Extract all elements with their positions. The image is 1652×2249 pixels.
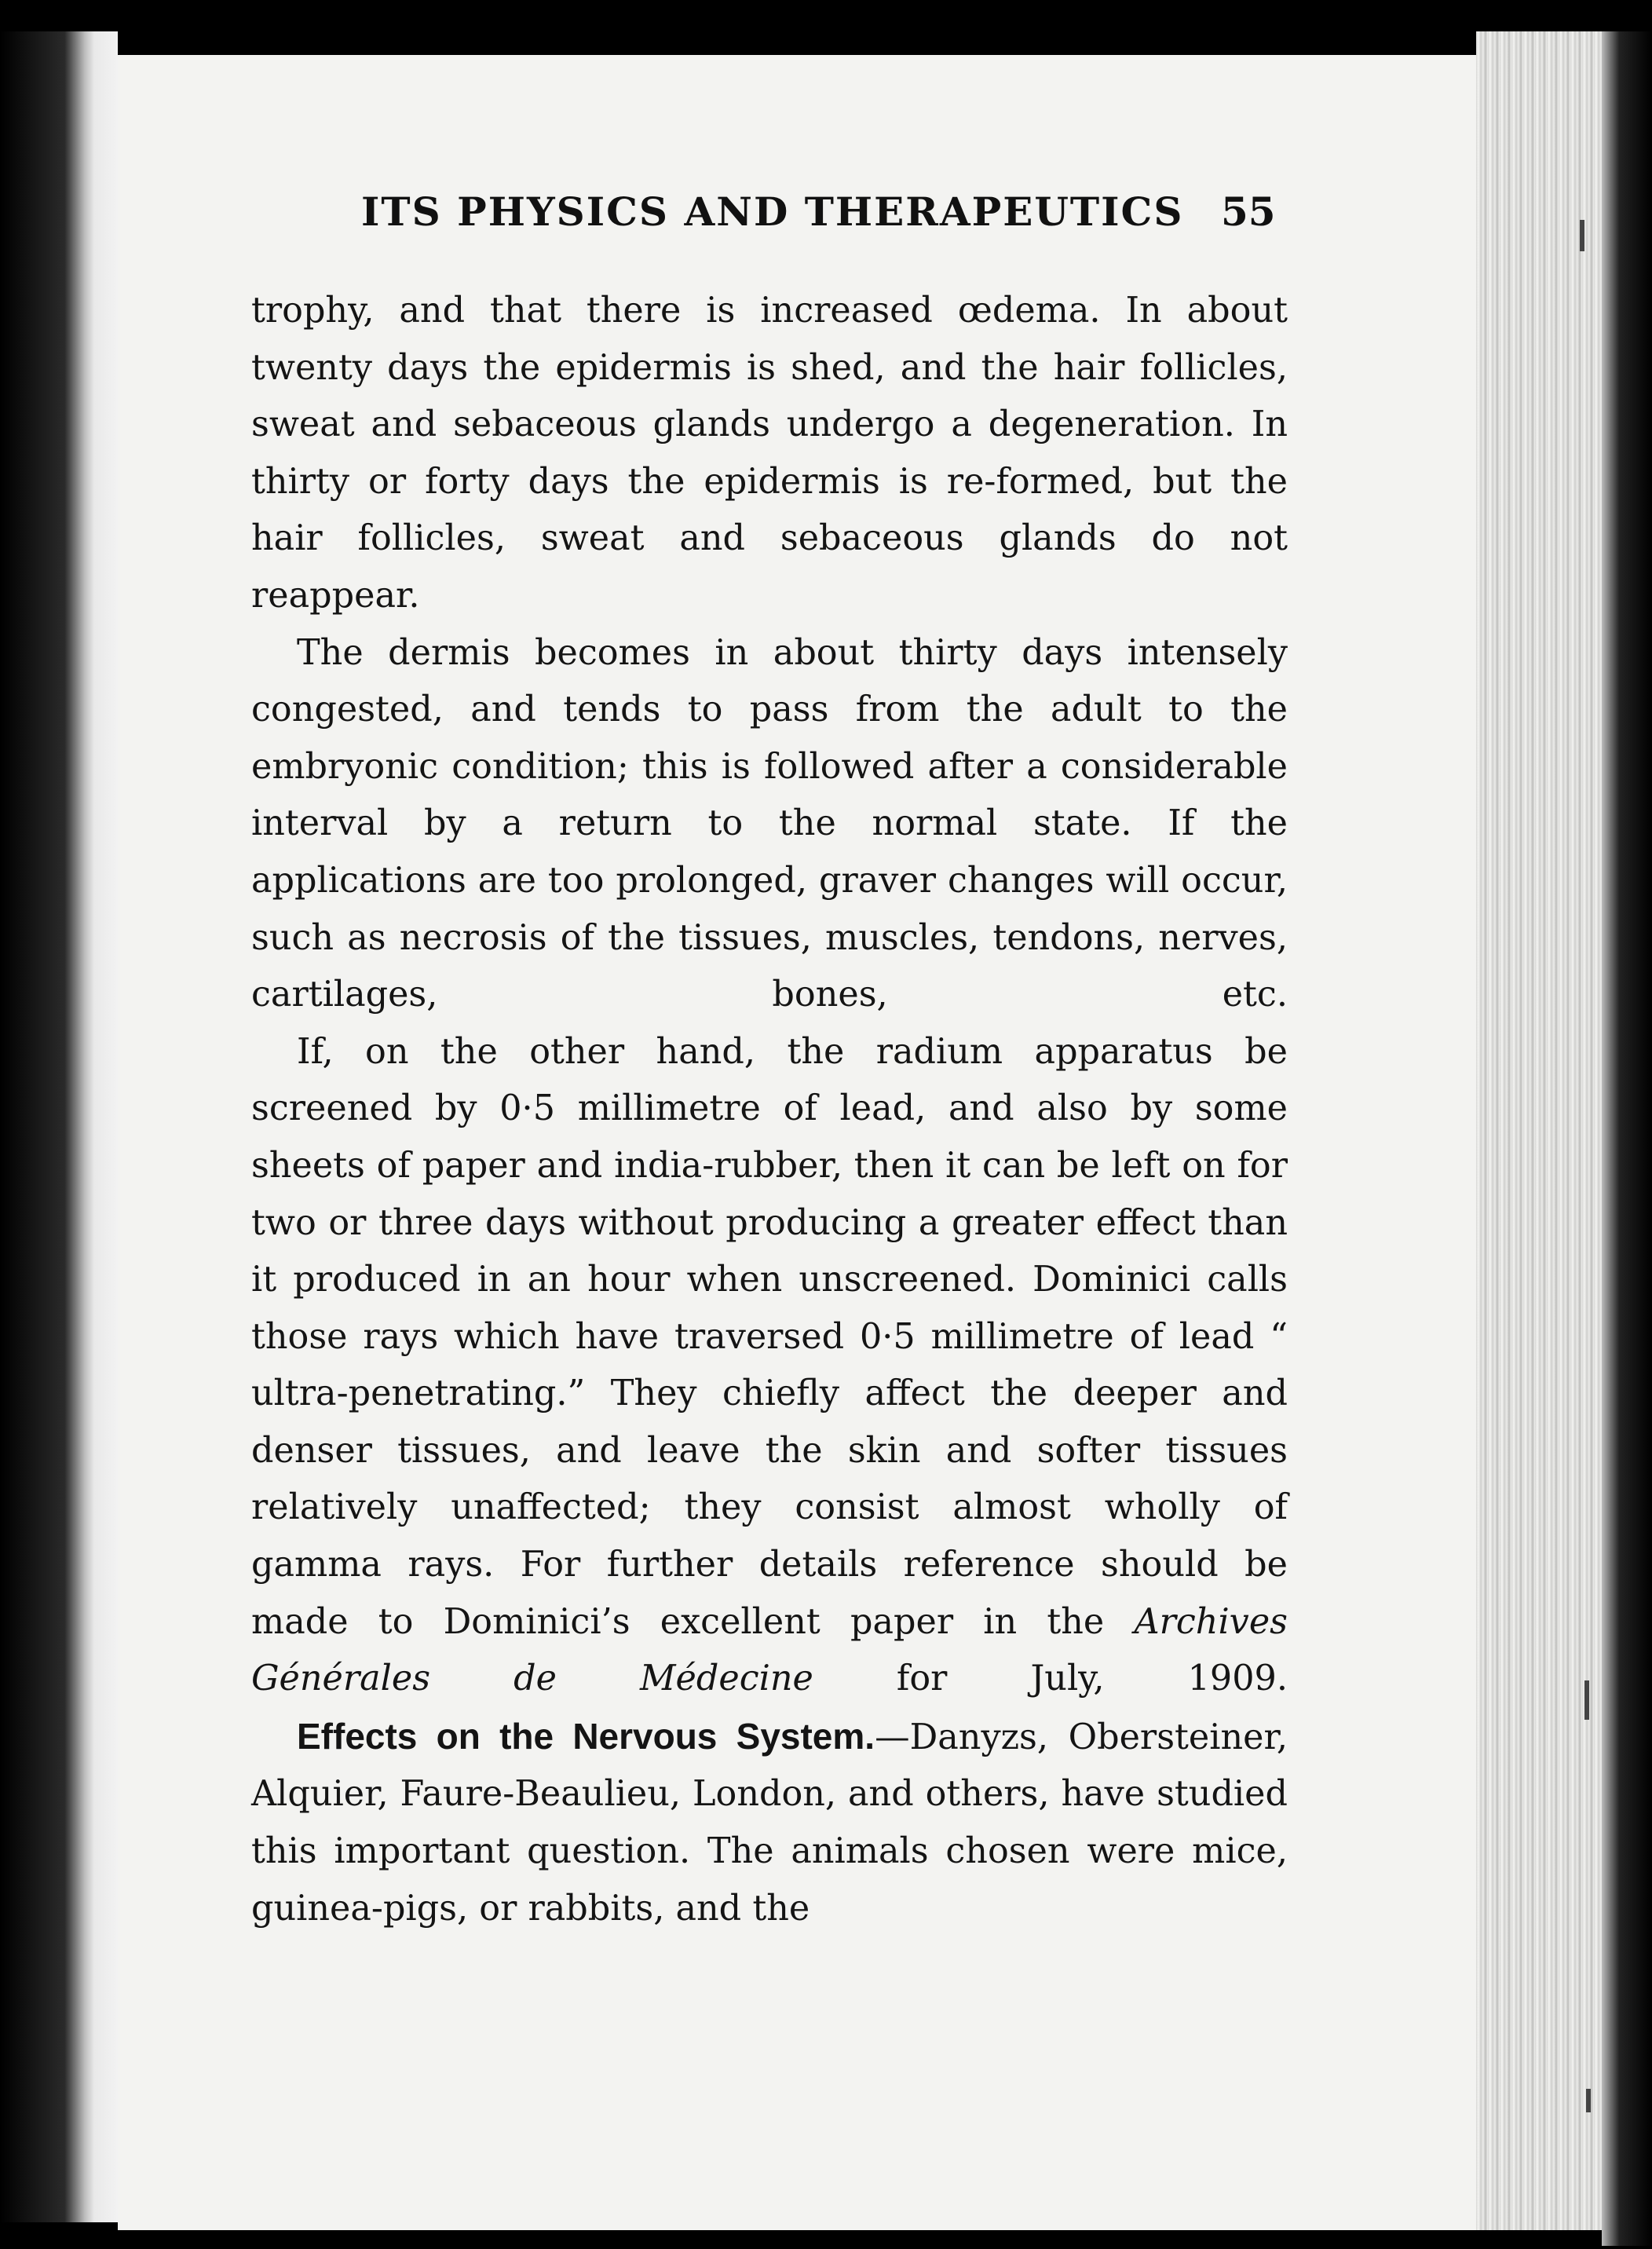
facing-page-edge <box>0 31 118 2222</box>
journal-title: Archives Générales de Médecine <box>251 1601 1288 1699</box>
paragraph-3-text: If, on the other hand, the radium apparatus be screened by 0·5 millimetre of lead, and also by some sheets of paper and india-rubber, then it can be left on for two or three days without producing a greater effect than it produced in an hour when unscreened. Dominici calls those rays which have traversed 0·5 millimetre of lead “ ultra-penetrating.” They chiefly affect the deeper and denser tissues, and leave the skin and softer tissues relatively unaffected; they consist almost wholly of gamma rays. For further details reference should be made to Dominici’s excellent paper in the <box>251 1031 1288 1642</box>
paragraph-2: The dermis becomes in about thirty days intensely congested, and tends to pass from the adult to the embryonic condition; this is followed after a considerable interval by a return to the normal state. If the applications are too prolonged, graver changes will occur, such as necrosis of the tissues, muscles, tendons, nerves, cartilages, bones, etc. <box>251 632 1288 1015</box>
paragraph-4-text: —Danyzs, Obersteiner, Alquier, Faure-Beaulieu, London, and others, have studied this important question. The animals chosen were mice, guinea-pigs, or rabbits, and the <box>251 1717 1288 1929</box>
page-stack-edge <box>1476 31 1610 2230</box>
paragraph-1: trophy, and that there is increased œdema. In about twenty days the epidermis is shed, and the hair follicles, sweat and sebaceous glands undergo a degeneration. In thirty or forty days the epidermis is re-formed, but the hair follicles, sweat and sebaceous glands do not reappear. <box>251 291 1288 616</box>
paragraph-3 <box>251 1024 1288 1708</box>
body-text <box>251 283 1288 1937</box>
scan-mark <box>1584 1680 1589 1720</box>
page-number: 55 <box>1221 188 1276 235</box>
section-heading: Effects on the Nervous System. <box>297 1715 875 1757</box>
scan-mark <box>1580 220 1584 251</box>
paragraph-3-end: for July, 1909. <box>813 1658 1288 1699</box>
running-head: ITS PHYSICS AND THERAPEUTICS <box>361 188 1184 235</box>
binding-shadow <box>1602 31 1652 2246</box>
scan-mark <box>1586 2089 1591 2112</box>
paragraph-4 <box>251 1708 1288 1937</box>
